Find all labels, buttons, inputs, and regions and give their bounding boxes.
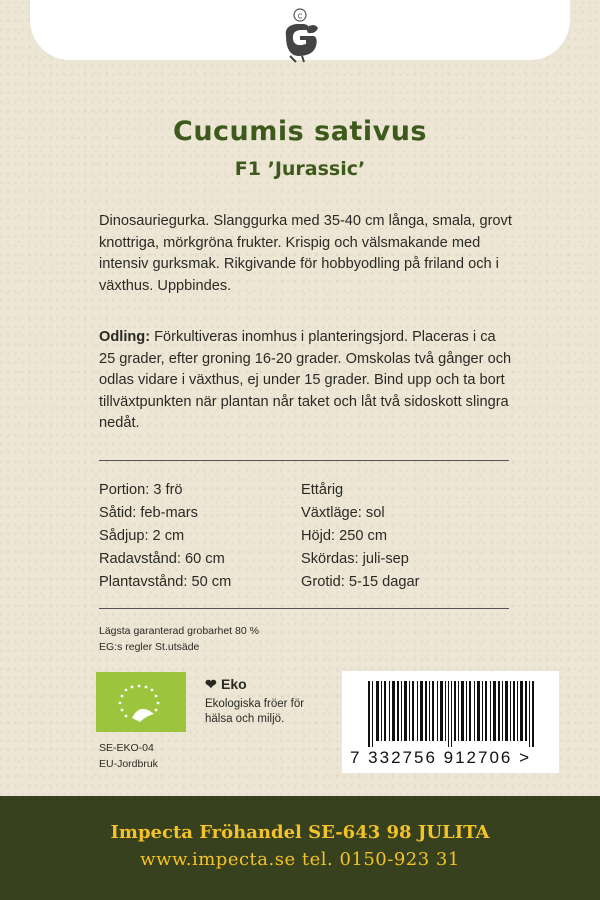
eko-description [205, 697, 304, 727]
spec-sowing-time: Såtid: feb-mars [99, 505, 198, 521]
eko-heading [205, 676, 247, 693]
cultivation-body: Förkultiveras inomhus i planteringsjord. Placeras i ca 25 grader, efter groning 16-20 grader. Omskolas två gånger och odlas vidare i växthus, ej under 15 grader. Bind upp och ta bort tillväxtpunkten när plantan når taket och låt två sidoskott slingra nedåt. [99, 329, 512, 432]
spec-harvest: Skördas: juli-sep [301, 551, 409, 567]
divider [99, 460, 509, 461]
cultivation-label: Odling: [99, 329, 151, 345]
spec-location: Växtläge: sol [301, 505, 385, 521]
eko-text-line-1: Ekologiska fröer för [205, 698, 305, 710]
footer-website-phone: www.impecta.se tel. 0150-923 31 [140, 849, 460, 870]
regulation-note: EG:s regler St.utsäde [99, 641, 200, 653]
spec-germination-time: Grotid: 5-15 dagar [301, 574, 420, 590]
eko-label: Eko [221, 676, 247, 692]
spec-plant-spacing: Plantavstånd: 50 cm [99, 574, 232, 590]
eko-text-line-2: hälsa och miljö. [205, 713, 285, 725]
germination-note: Lägsta garanterad grobarhet 80 % [99, 625, 259, 637]
spec-row-spacing: Radavstånd: 60 cm [99, 551, 225, 567]
cert-origin: EU-Jordbruk [99, 758, 158, 770]
spec-sowing-depth: Sådjup: 2 cm [99, 528, 185, 544]
footer-company-address: Impecta Fröhandel SE-643 98 JULITA [110, 822, 490, 843]
heart-icon: ❤ [205, 676, 217, 692]
impecta-logo-icon [276, 6, 324, 64]
eu-organic-leaf-icon [96, 672, 186, 732]
footer-bar [0, 796, 600, 900]
specs-left [99, 479, 231, 594]
cultivation-text [99, 327, 514, 435]
spec-height: Höjd: 250 cm [301, 528, 387, 544]
barcode [342, 671, 559, 773]
specs-right [301, 479, 419, 594]
description-text: Dinosauriegurka. Slanggurka med 35-40 cm långa, smala, grovt knottriga, mörkgröna frukter. Krispig och välsmakande med intensiv gurksmak. Rikgivande för hobbyodling på friland och i växthus. Uppbindes. [99, 213, 512, 294]
spec-portion: Portion: 3 frö [99, 482, 183, 498]
divider [99, 608, 509, 609]
barcode-number: 7 332756 912706 > [350, 748, 532, 767]
variety-name: F1 ’Jurassic’ [234, 158, 366, 180]
botanical-name: Cucumis sativus [173, 116, 427, 147]
barcode-bars [342, 671, 559, 751]
svg-text:c: c [297, 10, 303, 21]
cert-code: SE-EKO-04 [99, 742, 154, 754]
spec-lifecycle: Ettårig [301, 482, 344, 498]
